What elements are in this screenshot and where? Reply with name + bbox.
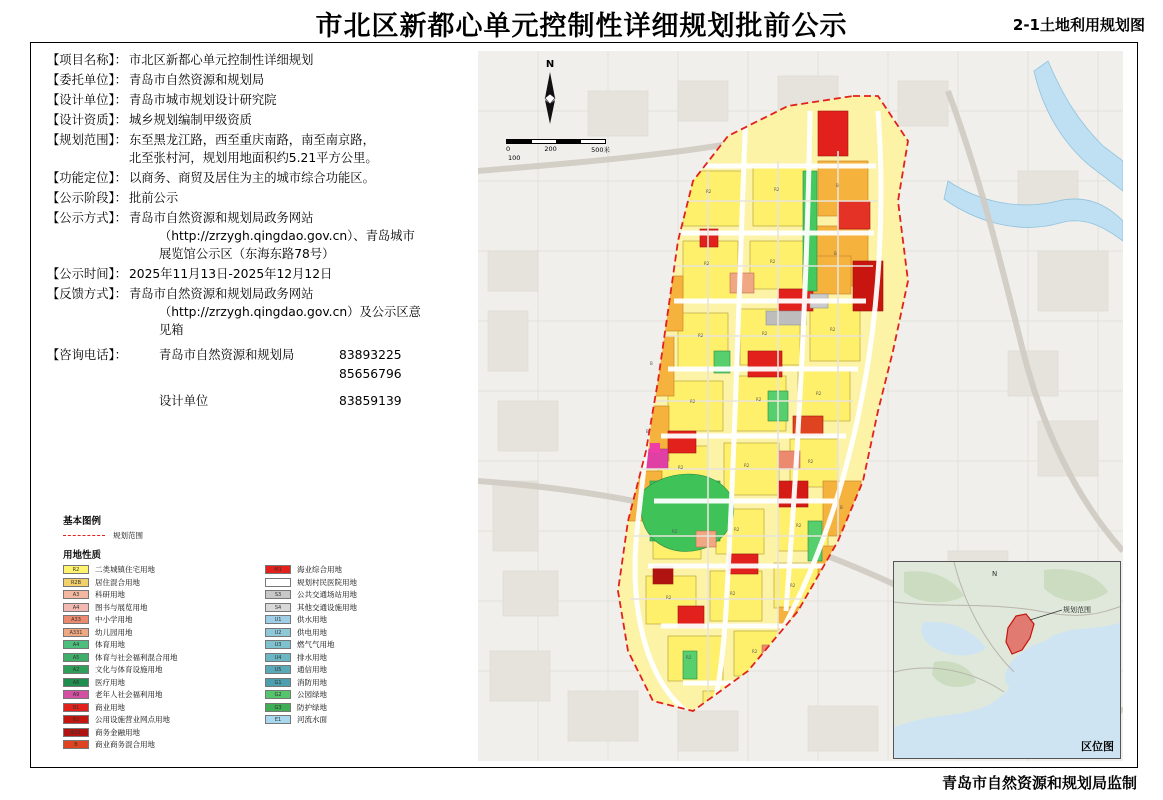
legend-item-label: 河流水面 [297, 715, 327, 724]
info-value [127, 285, 467, 339]
legend-item [63, 727, 243, 738]
legend-item [265, 689, 445, 700]
legend-item-label: 商务金融用地 [95, 727, 140, 737]
legend-item [265, 664, 445, 675]
legend-item [265, 652, 445, 663]
info-row [47, 285, 467, 339]
north-arrow [533, 59, 567, 135]
legend-swatch: A6 [63, 678, 89, 687]
info-value-line: 北至张村河，规划用地面积约5.21平方公里。 [128, 151, 378, 165]
info-key: 【规划范围】： [47, 133, 127, 147]
svg-text:R2: R2 [816, 391, 822, 396]
legend-swatch: A9 [63, 690, 89, 699]
legend-swatch: A33 [63, 615, 89, 624]
info-value-line: 青岛市自然资源和规划局政务网站 [128, 211, 314, 225]
legend-item-label: 文化与体育设施用地 [95, 665, 163, 674]
legend-item-label: 体育用地 [95, 640, 125, 649]
svg-text:R2: R2 [830, 327, 836, 332]
north-letter: N [545, 59, 555, 70]
legend-boundary-item [63, 530, 463, 541]
project-info-panel [47, 51, 467, 411]
info-key: 【公示时间】： [47, 267, 127, 281]
info-row [47, 209, 467, 263]
info-key: 【项目名称】： [47, 53, 127, 67]
legend-item [63, 702, 243, 713]
info-value: 市北区新都心单元控制性详细规划 [128, 53, 314, 67]
legend-swatch: S4 [265, 603, 291, 612]
legend-item-label: 商业用地 [95, 702, 125, 712]
legend-item [265, 702, 445, 713]
legend-swatch: A3 [63, 590, 89, 599]
info-value: 城乡规划编制甲级资质 [128, 113, 252, 127]
info-value-line: 展览馆公示区（东海东路78号） [158, 247, 335, 261]
legend-item-label: 居住混合用地 [95, 577, 140, 587]
legend-item [265, 639, 445, 650]
legend-swatch: M1 [265, 565, 291, 574]
info-key: 【功能定位】： [47, 171, 127, 185]
contact-row [47, 346, 467, 365]
legend-item [265, 677, 445, 688]
legend-swatch: A4 [63, 640, 89, 649]
svg-text:R2: R2 [672, 529, 678, 534]
locator-map-canvas [894, 562, 1121, 759]
legend-column-right [265, 564, 445, 752]
svg-text:B: B [840, 505, 843, 510]
svg-text:R2: R2 [704, 261, 710, 266]
legend-swatch: B2 [63, 715, 89, 724]
contact-org: 青岛市自然资源和规划局 [159, 348, 295, 362]
info-row [47, 131, 467, 167]
scale-tick: 500米 [591, 146, 610, 154]
legend-item [63, 614, 243, 625]
scale-bar-ticks [506, 145, 610, 154]
info-key: 【公示方式】： [47, 211, 127, 225]
scale-bar [506, 139, 616, 162]
legend-item-label: 图书与展览用地 [95, 602, 148, 612]
legend-item-label: 科研用地 [95, 590, 125, 599]
legend-item-label: 规划村民医院用地 [297, 577, 357, 587]
contact-org [159, 365, 339, 384]
legend-item-label: 消防用地 [297, 677, 327, 687]
legend-landuse-title: 用地性质 [63, 550, 102, 561]
legend-item [265, 577, 445, 588]
legend-swatch: U2 [265, 628, 291, 637]
contact-number: 83859139 [339, 394, 402, 408]
svg-text:B: B [834, 251, 837, 256]
locator-callout-text: 规划范围 [1063, 606, 1091, 614]
legend-swatch: U4 [265, 653, 291, 662]
legend-swatch: R2 [63, 565, 89, 574]
info-value: 批前公示 [128, 191, 179, 205]
contact-org: 设计单位 [159, 394, 209, 408]
legend-item [265, 627, 445, 638]
svg-text:R2: R2 [770, 259, 776, 264]
legend-item-label: 公用设施营业网点用地 [95, 715, 170, 724]
svg-text:R2: R2 [756, 397, 762, 402]
legend-swatch: S3 [265, 590, 291, 599]
info-key: 【委托单位】： [47, 73, 127, 87]
scale-bar-graphic [506, 139, 606, 144]
contact-label: 【咨询电话】： [47, 348, 127, 362]
svg-text:R2: R2 [730, 591, 736, 596]
info-row [47, 71, 467, 89]
contact-label-spacer [47, 365, 159, 384]
scale-tick: 200 [544, 145, 557, 153]
legend-item-label: 中小学用地 [95, 615, 133, 624]
info-value: 青岛市自然资源和规划局 [128, 73, 265, 87]
legend-swatch: G1 [265, 678, 291, 687]
legend-item [265, 589, 445, 600]
legend-swatch: B21 [63, 728, 89, 737]
north-arrow-icon [533, 70, 567, 128]
info-key: 【公示阶段】： [47, 191, 127, 205]
legend-item-label: 防护绿地 [297, 702, 327, 712]
locator-inset-map[interactable] [893, 561, 1121, 759]
info-row [47, 169, 467, 187]
legend-swatch: B1 [63, 703, 89, 712]
contact-label-spacer [47, 392, 159, 411]
footer-credit: 青岛市自然资源和规划局监制 [941, 774, 1137, 792]
legend-item-label: 海业综合用地 [297, 565, 342, 574]
svg-text:R2: R2 [790, 583, 796, 588]
legend-item [63, 739, 243, 750]
page-header [0, 0, 1163, 40]
legend-swatch: U1 [265, 615, 291, 624]
legend-item-label: 供水用地 [297, 615, 327, 624]
svg-text:R2: R2 [762, 331, 768, 336]
legend-item [63, 677, 243, 688]
legend-item [63, 714, 243, 725]
svg-text:R2: R2 [666, 595, 672, 600]
info-key: 【反馈方式】： [47, 287, 127, 301]
legend-item-label: 老年人社会福利用地 [95, 690, 163, 699]
svg-text:R2: R2 [706, 189, 712, 194]
legend-item-label: 公园绿地 [297, 690, 327, 699]
legend-item-label: 体育与社会福利混合用地 [95, 652, 178, 662]
legend-item [63, 664, 243, 675]
legend-item-label: 通信用地 [297, 665, 327, 674]
legend-item [265, 564, 445, 575]
info-value-line: （http://zrzygh.qingdao.gov.cn）、青岛城市 [158, 229, 415, 243]
info-key: 【设计资质】： [47, 113, 127, 127]
legend-basic-title: 基本图例 [63, 516, 102, 527]
legend-item-label: 排水用地 [297, 652, 327, 662]
legend-swatch: G3 [265, 703, 291, 712]
info-key: 【设计单位】： [47, 93, 127, 107]
legend-item [63, 577, 243, 588]
legend-item-label: 公共交通场站用地 [297, 590, 357, 599]
svg-text:B: B [836, 183, 839, 188]
legend-item [63, 652, 243, 663]
svg-text:R2: R2 [734, 527, 740, 532]
drawing-frame [30, 42, 1138, 768]
legend-item [265, 614, 445, 625]
svg-text:R2: R2 [752, 649, 758, 654]
scale-tick: 0 [506, 145, 511, 153]
legend-swatch: A4 [63, 603, 89, 612]
legend-swatch: A5 [63, 653, 89, 662]
legend-item-label: 规划范围 [113, 531, 143, 540]
legend-swatch: E1 [265, 715, 291, 724]
contact-block [47, 346, 467, 411]
svg-text:B: B [650, 361, 653, 366]
land-use-map[interactable] [478, 51, 1123, 761]
legend-swatch: U5 [265, 665, 291, 674]
svg-text:R2: R2 [698, 333, 704, 338]
info-row [47, 51, 467, 69]
svg-text:R2: R2 [686, 655, 692, 660]
legend-swatch: R2B [63, 578, 89, 587]
boundary-dash-icon [63, 535, 105, 536]
legend-swatch: A331 [63, 628, 89, 637]
locator-label: 区位图 [1081, 740, 1114, 753]
contact-row [47, 392, 467, 411]
svg-text:R2: R2 [808, 459, 814, 464]
info-value: 2025年11月13日-2025年12月12日 [128, 267, 333, 281]
legend-item-label: 其他交通设施用地 [297, 602, 357, 612]
legend-swatch: A2 [63, 665, 89, 674]
legend-item [63, 589, 243, 600]
sheet-label: 2-1土地利用规划图 [1012, 16, 1145, 34]
legend-columns [63, 564, 463, 752]
info-value: 青岛市城市规划设计研究院 [128, 93, 277, 107]
info-value: 以商务、商贸及居住为主的城市综合功能区。 [128, 171, 375, 185]
legend-item [63, 639, 243, 650]
info-value [127, 209, 467, 263]
legend-swatch: G2 [265, 690, 291, 699]
legend-item-label: 燃气气用地 [297, 640, 335, 649]
legend-item-label: 商业商务混合用地 [95, 740, 155, 749]
legend-swatch: B [63, 740, 89, 749]
legend [63, 513, 463, 752]
legend-swatch [265, 578, 291, 587]
legend-item-label: 二类城镇住宅用地 [95, 565, 155, 574]
info-value-line: （http://zrzygh.qingdao.gov.cn）及公示区意 [158, 305, 421, 319]
scale-subtick: 100 [508, 154, 521, 162]
info-value-line: 东至黑龙江路，西至重庆南路，南至南京路， [128, 133, 375, 147]
page-title: 市北区新都心单元控制性详细规划批前公示 [315, 11, 848, 42]
legend-item [63, 564, 243, 575]
svg-text:R2: R2 [744, 463, 750, 468]
svg-text:R2: R2 [690, 399, 696, 404]
info-value [127, 131, 467, 167]
svg-text:N: N [992, 570, 998, 578]
info-row [47, 111, 467, 129]
svg-text:R2: R2 [796, 523, 802, 528]
legend-item-label: 医疗用地 [95, 677, 125, 687]
info-row [47, 189, 467, 207]
svg-text:R2: R2 [774, 187, 780, 192]
info-value-line: 见箱 [158, 323, 184, 337]
contact-number: 85656796 [339, 367, 402, 381]
legend-item-label: 幼儿园用地 [95, 627, 133, 637]
legend-column-left [63, 564, 243, 752]
legend-item [63, 602, 243, 613]
legend-item [265, 714, 445, 725]
legend-item [63, 627, 243, 638]
svg-text:B: B [646, 429, 649, 434]
legend-item [63, 689, 243, 700]
contact-number: 83893225 [339, 348, 402, 362]
info-value-line: 青岛市自然资源和规划局政务网站 [128, 287, 314, 301]
contact-row [47, 365, 467, 384]
legend-item [265, 602, 445, 613]
info-row [47, 265, 467, 283]
info-row [47, 91, 467, 109]
svg-text:R2: R2 [678, 465, 684, 470]
legend-item-label: 供电用地 [297, 627, 327, 637]
legend-swatch: U3 [265, 640, 291, 649]
